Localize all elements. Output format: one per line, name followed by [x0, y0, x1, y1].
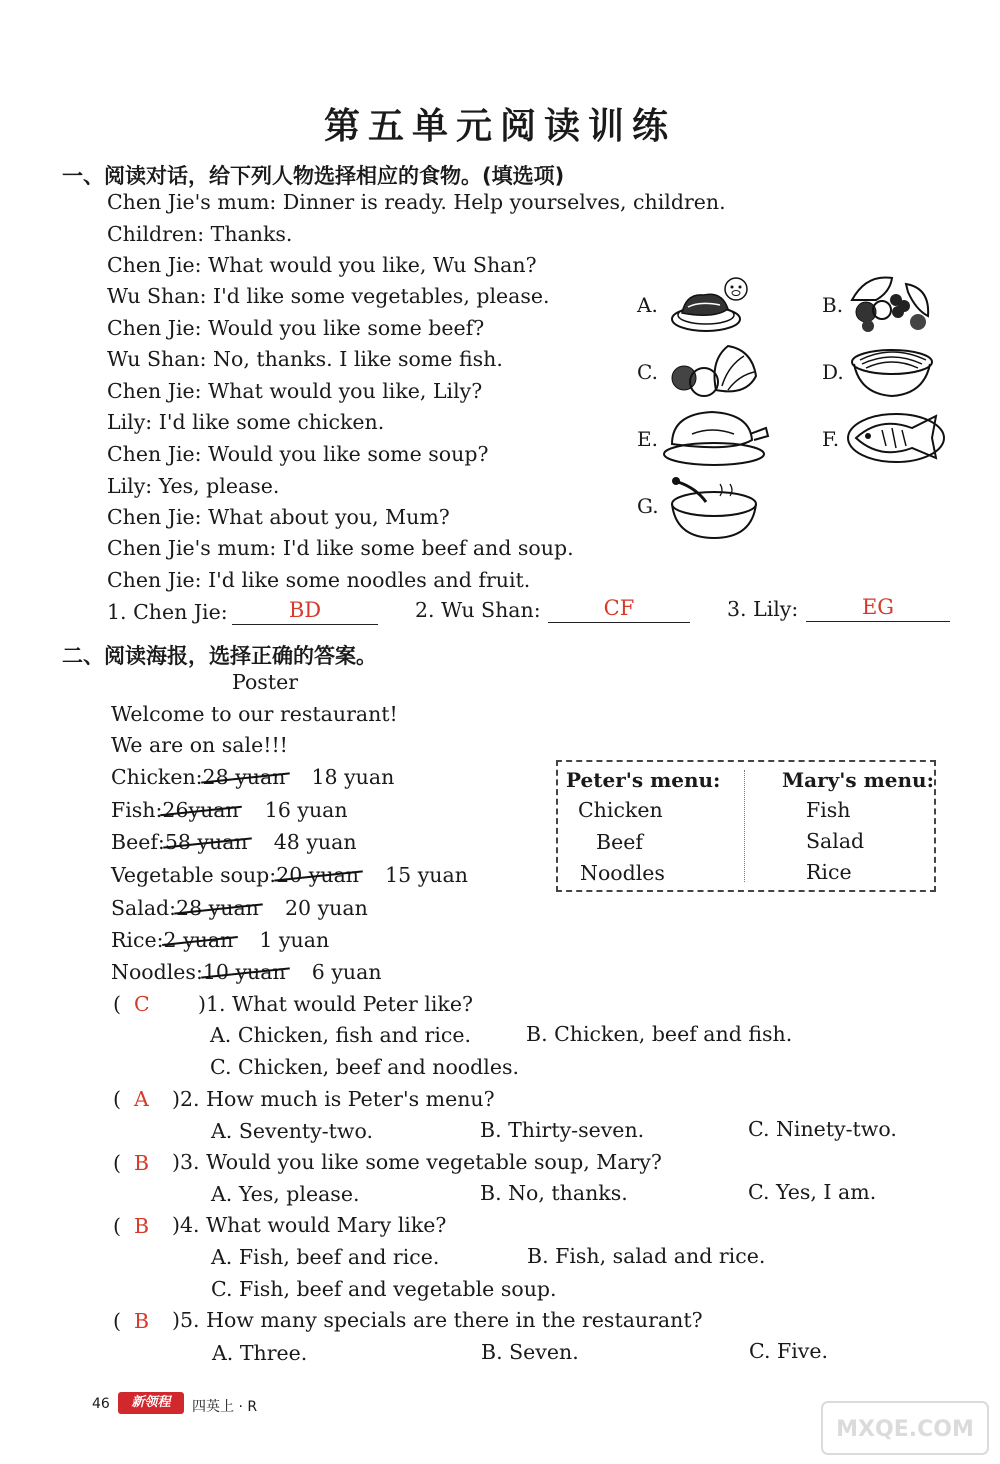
new-price: 1 yuan: [259, 928, 330, 952]
dialogue-line: Lily: Yes, please.: [107, 474, 280, 498]
page-title: 第五单元阅读训练: [323, 106, 676, 147]
mary-menu-title: Mary's menu:: [782, 768, 934, 792]
question-text: )2. How much is Peter's menu?: [172, 1087, 495, 1111]
question-option: B. No, thanks.: [480, 1181, 628, 1205]
fruit-icon: [846, 270, 936, 335]
new-price: 16 yuan: [264, 798, 348, 822]
answer-blank-wu-shan[interactable]: CF: [548, 596, 690, 623]
dialogue-line: Lily: I'd like some chicken.: [107, 410, 385, 434]
dialogue-line: Wu Shan: I'd like some vegetables, please.: [107, 284, 550, 308]
answer-blank-chen-jie[interactable]: BD: [232, 598, 378, 625]
price-item: Fish:: [111, 798, 163, 822]
price-item: Vegetable soup:: [111, 863, 277, 887]
question-paren: ( A: [113, 1087, 149, 1111]
price-item: Chicken:: [111, 765, 203, 789]
question-option: B. Seven.: [481, 1340, 579, 1364]
new-price: 18 yuan: [311, 765, 395, 789]
dialogue-line: Chen Jie: I'd like some noodles and fruit.: [107, 568, 531, 592]
price-item: Beef:: [111, 830, 165, 854]
peter-menu-item: Chicken: [578, 798, 663, 822]
peter-menu-item: Noodles: [580, 861, 665, 885]
old-price: 26yuan: [162, 798, 239, 822]
price-row: [111, 798, 348, 822]
question-option: A. Seventy-two.: [211, 1119, 373, 1143]
price-row: [111, 765, 394, 789]
old-price: 20 yuan: [276, 863, 360, 887]
dialogue-line: Wu Shan: No, thanks. I like some fish.: [107, 347, 503, 371]
new-price: 15 yuan: [385, 863, 468, 887]
question-text: )1. What would Peter like?: [198, 992, 473, 1016]
price-row: [111, 896, 368, 920]
dialogue-line: Chen Jie: Would you like some beef?: [107, 316, 485, 340]
answer-mark[interactable]: C: [134, 992, 150, 1016]
question-option: C. Yes, I am.: [748, 1180, 877, 1204]
dialogue-line: Chen Jie: Would you like some soup?: [107, 442, 489, 466]
new-price: 6 yuan: [311, 960, 382, 984]
chicken-icon: [662, 404, 774, 468]
dialogue-line: Children: Thanks.: [107, 222, 293, 246]
section1-heading: 一、阅读对话，给下列人物选择相应的食物。(填选项): [62, 164, 565, 188]
answer-label-chen-jie: 1. Chen Jie:: [107, 600, 228, 624]
old-price: 28 yuan: [176, 896, 259, 920]
old-price: 2 yuan: [163, 928, 234, 952]
vegetables-icon: [666, 340, 766, 402]
question-option: B. Thirty-seven.: [480, 1118, 645, 1142]
option-label-e: E.: [637, 427, 658, 451]
option-label-c: C.: [637, 360, 658, 384]
question-option: C. Five.: [749, 1339, 828, 1363]
price-row: [111, 960, 382, 984]
old-price: 28 yuan: [202, 765, 286, 789]
answer-mark[interactable]: B: [134, 1214, 150, 1238]
answer-mark[interactable]: A: [134, 1087, 149, 1111]
new-price: 48 yuan: [273, 830, 357, 854]
option-label-d: D.: [822, 360, 844, 384]
poster-title: Poster: [232, 670, 298, 694]
dialogue-line: Chen Jie: What about you, Mum?: [107, 505, 450, 529]
option-label-b: B.: [822, 293, 844, 317]
mary-menu-item: Fish: [806, 798, 851, 822]
question-text: )3. Would you like some vegetable soup, Mary?: [172, 1150, 662, 1174]
watermark-logo: [820, 1400, 990, 1456]
old-price: 58 yuan: [164, 830, 248, 854]
peter-menu-item: Beef: [596, 830, 643, 854]
price-item: Rice:: [111, 928, 164, 952]
noodles-icon: [848, 340, 938, 402]
answer-mark[interactable]: B: [134, 1309, 150, 1333]
question-paren: ( B: [113, 1151, 150, 1175]
price-item: Noodles:: [111, 960, 203, 984]
price-item: Salad:: [111, 896, 177, 920]
brand-logo: 新领程: [118, 1392, 184, 1414]
new-price: 20 yuan: [284, 896, 368, 920]
question-option: A. Yes, please.: [211, 1182, 360, 1206]
question-option: A. Three.: [212, 1341, 308, 1365]
answer-mark[interactable]: B: [134, 1151, 150, 1175]
question-option: B. Fish, salad and rice.: [527, 1244, 766, 1268]
book-label: 四英上 · R: [192, 1399, 258, 1415]
question-paren: ( C: [113, 992, 150, 1016]
poster-sale: We are on sale!!!: [111, 733, 288, 757]
section2-heading: 二、阅读海报，选择正确的答案。: [62, 644, 377, 668]
question-paren: ( B: [113, 1309, 150, 1333]
question-text: )4. What would Mary like?: [172, 1213, 447, 1237]
poster-welcome: Welcome to our restaurant!: [111, 702, 398, 726]
peter-menu-title: Peter's menu:: [566, 768, 721, 792]
menu-divider: [744, 770, 745, 882]
watermark-text: MXQE.COM: [836, 1417, 974, 1442]
answer-blank-lily[interactable]: EG: [806, 595, 950, 622]
question-option: C. Chicken, beef and noodles.: [210, 1055, 519, 1079]
question-text: )5. How many specials are there in the restaurant?: [172, 1308, 703, 1332]
dialogue-line: Chen Jie: What would you like, Lily?: [107, 379, 483, 403]
menu-box: [556, 760, 936, 892]
dialogue-line: Chen Jie's mum: I'd like some beef and soup.: [107, 536, 574, 560]
option-label-f: F.: [822, 427, 840, 451]
page-number: 46: [92, 1396, 110, 1412]
question-option: A. Chicken, fish and rice.: [210, 1023, 472, 1047]
question-option: B. Chicken, beef and fish.: [526, 1022, 793, 1046]
question-option: A. Fish, beef and rice.: [211, 1245, 440, 1269]
fish-icon: [846, 404, 946, 468]
beef-icon: [664, 275, 754, 335]
price-row: [111, 928, 329, 952]
soup-icon: [664, 474, 760, 542]
answer-label-wu-shan: 2. Wu Shan:: [415, 598, 541, 622]
dialogue-line: Chen Jie's mum: Dinner is ready. Help yourselves, children.: [107, 190, 726, 214]
answer-label-lily: 3. Lily:: [727, 597, 799, 621]
old-price: 10 yuan: [202, 960, 286, 984]
option-label-a: A.: [637, 293, 658, 317]
question-option: C. Fish, beef and vegetable soup.: [211, 1277, 557, 1301]
option-label-g: G.: [637, 494, 659, 518]
dialogue-line: Chen Jie: What would you like, Wu Shan?: [107, 253, 537, 277]
question-paren: ( B: [113, 1214, 150, 1238]
mary-menu-item: Rice: [806, 860, 852, 884]
question-option: C. Ninety-two.: [748, 1117, 897, 1141]
mary-menu-item: Salad: [806, 829, 865, 853]
price-row: [111, 830, 357, 854]
price-row: [111, 863, 468, 887]
